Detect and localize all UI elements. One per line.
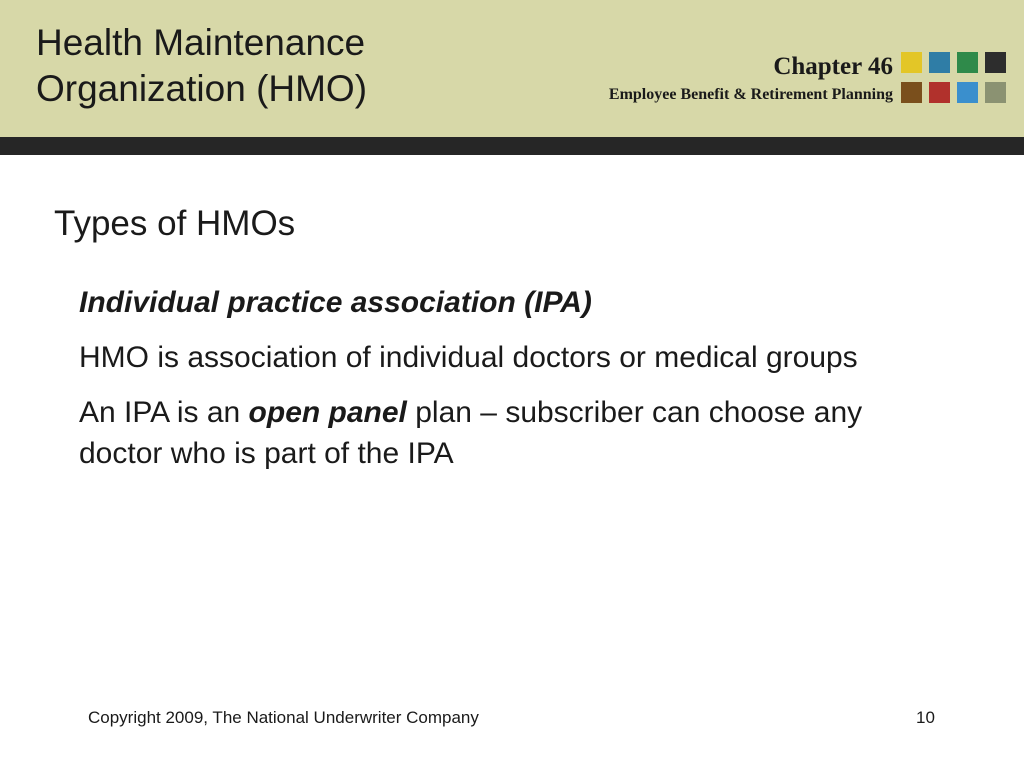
page-number: 10 xyxy=(916,708,935,727)
slide-title-line-1: Health Maintenance xyxy=(36,22,366,63)
swatch-brown xyxy=(901,82,922,103)
bullet-open-panel-suffix: plan – subscriber can choose any doctor who is part of the IPA xyxy=(79,396,863,470)
swatch-green xyxy=(957,52,978,73)
swatch-red xyxy=(929,82,950,103)
chapter-label: Chapter 46 xyxy=(773,53,893,80)
open-panel-emphasis: open panel xyxy=(248,396,407,429)
bullet-ipa-heading: Individual practice association (IPA) xyxy=(79,286,592,319)
swatch-blue xyxy=(929,52,950,73)
swatch-charcoal xyxy=(985,52,1006,73)
content-body xyxy=(79,282,939,488)
slide-title xyxy=(36,20,456,112)
swatch-sky-blue xyxy=(957,82,978,103)
bullet-hmo-association: HMO is association of individual doctors or medical groups xyxy=(79,341,858,374)
header-divider-bar xyxy=(0,137,1024,155)
slide-title-line-2: Organization (HMO) xyxy=(36,68,368,109)
footer-copyright: Copyright 2009, The National Underwriter Company xyxy=(88,708,479,727)
bullet-open-panel xyxy=(79,392,939,474)
chapter-block xyxy=(609,52,893,106)
swatch-olive-gray xyxy=(985,82,1006,103)
color-swatch-grid xyxy=(901,52,1006,103)
slide-header xyxy=(0,0,1024,137)
book-title: Employee Benefit & Retirement Planning xyxy=(608,86,893,103)
swatch-yellow xyxy=(901,52,922,73)
section-heading: Types of HMOs xyxy=(54,204,296,243)
bullet-open-panel-prefix: An IPA is an xyxy=(79,396,249,429)
